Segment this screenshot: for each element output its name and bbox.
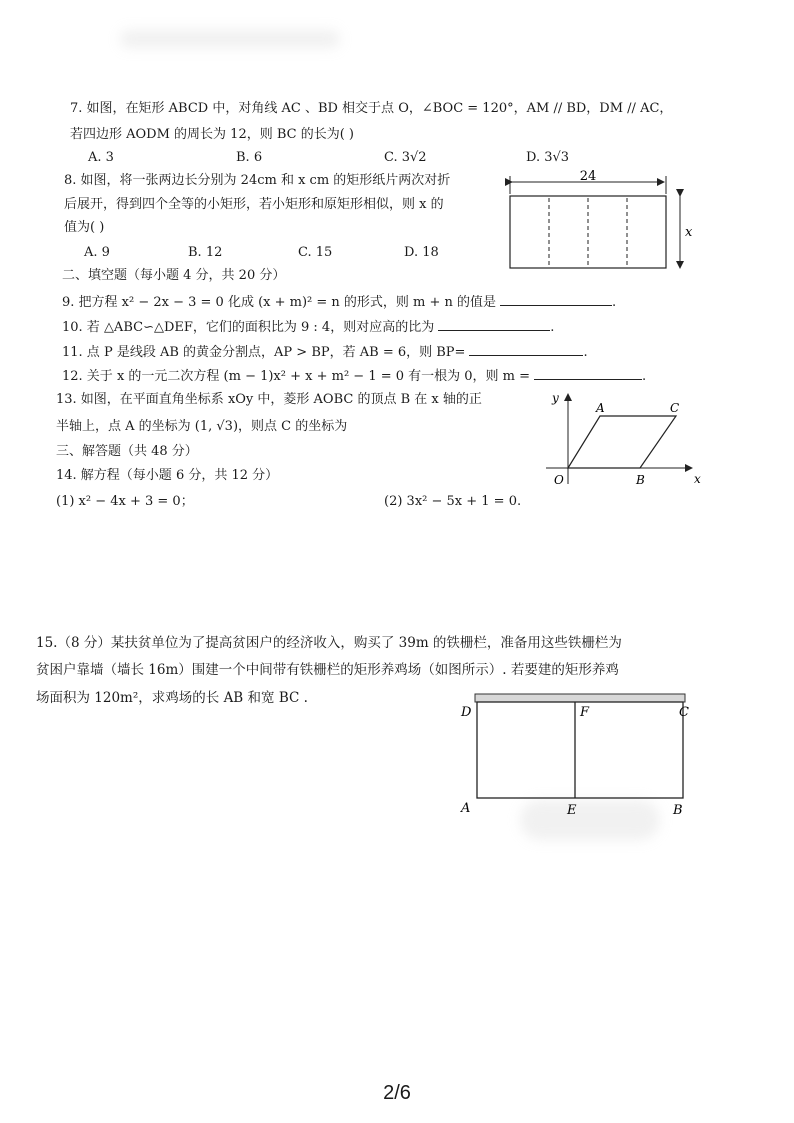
q14-part-2: (2) 3x² − 5x + 1 = 0. (384, 494, 522, 509)
q8-line-1: 8. 如图，将一张两边长分别为 24cm 和 x cm 的矩形纸片两次对折 (64, 173, 451, 188)
q7-option-a: A. 3 (88, 150, 114, 165)
point-B-label: B (636, 473, 645, 487)
q10: 10. 若 △ABC∽△DEF，它们的面积比为 9 : 4，则对应高的比为 . (62, 320, 555, 335)
q14-part-1: (1) x² − 4x + 3 = 0； (56, 494, 194, 509)
q15-line-2: 贫困户靠墙（墙长 16m）围建一个中间带有铁栅栏的矩形养鸡场（如图所示）. 若要建的矩形养鸡 (36, 662, 619, 678)
point-O-label: O (554, 473, 564, 487)
q11-text: 11. 点 P 是线段 AB 的黄金分割点，AP > BP，若 AB = 6，则 BP= (62, 345, 466, 360)
point-C-label: C (679, 705, 689, 720)
q7-stem: 7. 如图，在矩形 ABCD 中，对角线 AC 、BD 相交于点 O，∠BOC = 120°，AM // BD，DM // AC， (70, 101, 673, 116)
point-C-label: C (670, 401, 680, 415)
point-E-label: E (567, 803, 577, 818)
q15-chicken-coop-figure (455, 690, 705, 820)
q12-answer-blank[interactable] (534, 367, 642, 380)
q12: 12. 关于 x 的一元二次方程 (m − 1)x² + x + m² − 1 = 0 有一根为 0，则 m = . (62, 369, 647, 384)
q8-line-2: 后展开，得到四个全等的小矩形，若小矩形和原矩形相似，则 x 的 (64, 197, 444, 212)
q15-line-1: 15.（8 分）某扶贫单位为了提高贫困户的经济收入，购买了 39m 的铁栅栏，准备用这些铁栅栏为 (36, 635, 622, 651)
page-number: 2/6 (383, 1082, 411, 1104)
q11-answer-blank[interactable] (469, 343, 583, 356)
point-D-label: D (461, 705, 472, 720)
q9-answer-blank[interactable] (500, 293, 612, 306)
scan-smudge (120, 30, 340, 48)
q13-rhombus-coordinate-figure (542, 388, 712, 488)
point-B-label: B (673, 803, 683, 818)
q15-line-3: 场面积为 120m²，求鸡场的长 AB 和宽 BC . (36, 690, 308, 706)
q7-option-d: D. 3√3 (526, 150, 570, 165)
q13-line-1: 13. 如图，在平面直角坐标系 xOy 中，菱形 AOBC 的顶点 B 在 x 轴的正 (56, 392, 482, 407)
section-3-heading: 三、解答题（共 48 分） (56, 444, 198, 459)
q12-text: 12. 关于 x 的一元二次方程 (m − 1)x² + x + m² − 1 = 0 有一根为 0，则 m = (62, 369, 531, 384)
q9: 9. 把方程 x² − 2x − 3 = 0 化成 (x + m)² = n 的形式，则 m + n 的值是 . (62, 295, 617, 310)
q8-option-b: B. 12 (188, 245, 223, 260)
wall (475, 694, 685, 702)
point-A-label: A (461, 801, 471, 816)
section-2-heading: 二、填空题（每小题 4 分，共 20 分） (62, 268, 286, 283)
rhombus-AOBC (568, 416, 676, 468)
q11: 11. 点 P 是线段 AB 的黄金分割点，AP > BP，若 AB = 6，则 BP= . (62, 345, 588, 360)
point-A-label: A (596, 401, 605, 415)
width-label: 24 (579, 169, 597, 184)
point-F-label: F (580, 705, 590, 720)
q14-title: 14. 解方程（每小题 6 分，共 12 分） (56, 468, 279, 483)
q8-line-3: 值为( ) (64, 220, 105, 235)
q13-line-2: 半轴上，点 A 的坐标为 (1, √3)，则点 C 的坐标为 (56, 419, 348, 434)
y-axis-label: y (552, 391, 559, 405)
q9-text: 9. 把方程 x² − 2x − 3 = 0 化成 (x + m)² = n 的形式，则 m + n 的值是 (62, 295, 497, 310)
x-axis-label: x (694, 472, 701, 486)
q10-answer-blank[interactable] (438, 318, 550, 331)
q8-folded-paper-figure (500, 168, 710, 278)
height-label: x (685, 225, 693, 240)
q8-option-c: C. 15 (298, 245, 333, 260)
q7-stem-2: 若四边形 AODM 的周长为 12，则 BC 的长为( ) (70, 127, 355, 142)
q7-option-c: C. 3√2 (384, 150, 427, 165)
q7-option-b: B. 6 (236, 150, 263, 165)
q8-option-a: A. 9 (84, 245, 110, 260)
q8-option-d: D. 18 (404, 245, 439, 260)
q10-text: 10. 若 △ABC∽△DEF，它们的面积比为 9 : 4，则对应高的比为 (62, 320, 435, 335)
